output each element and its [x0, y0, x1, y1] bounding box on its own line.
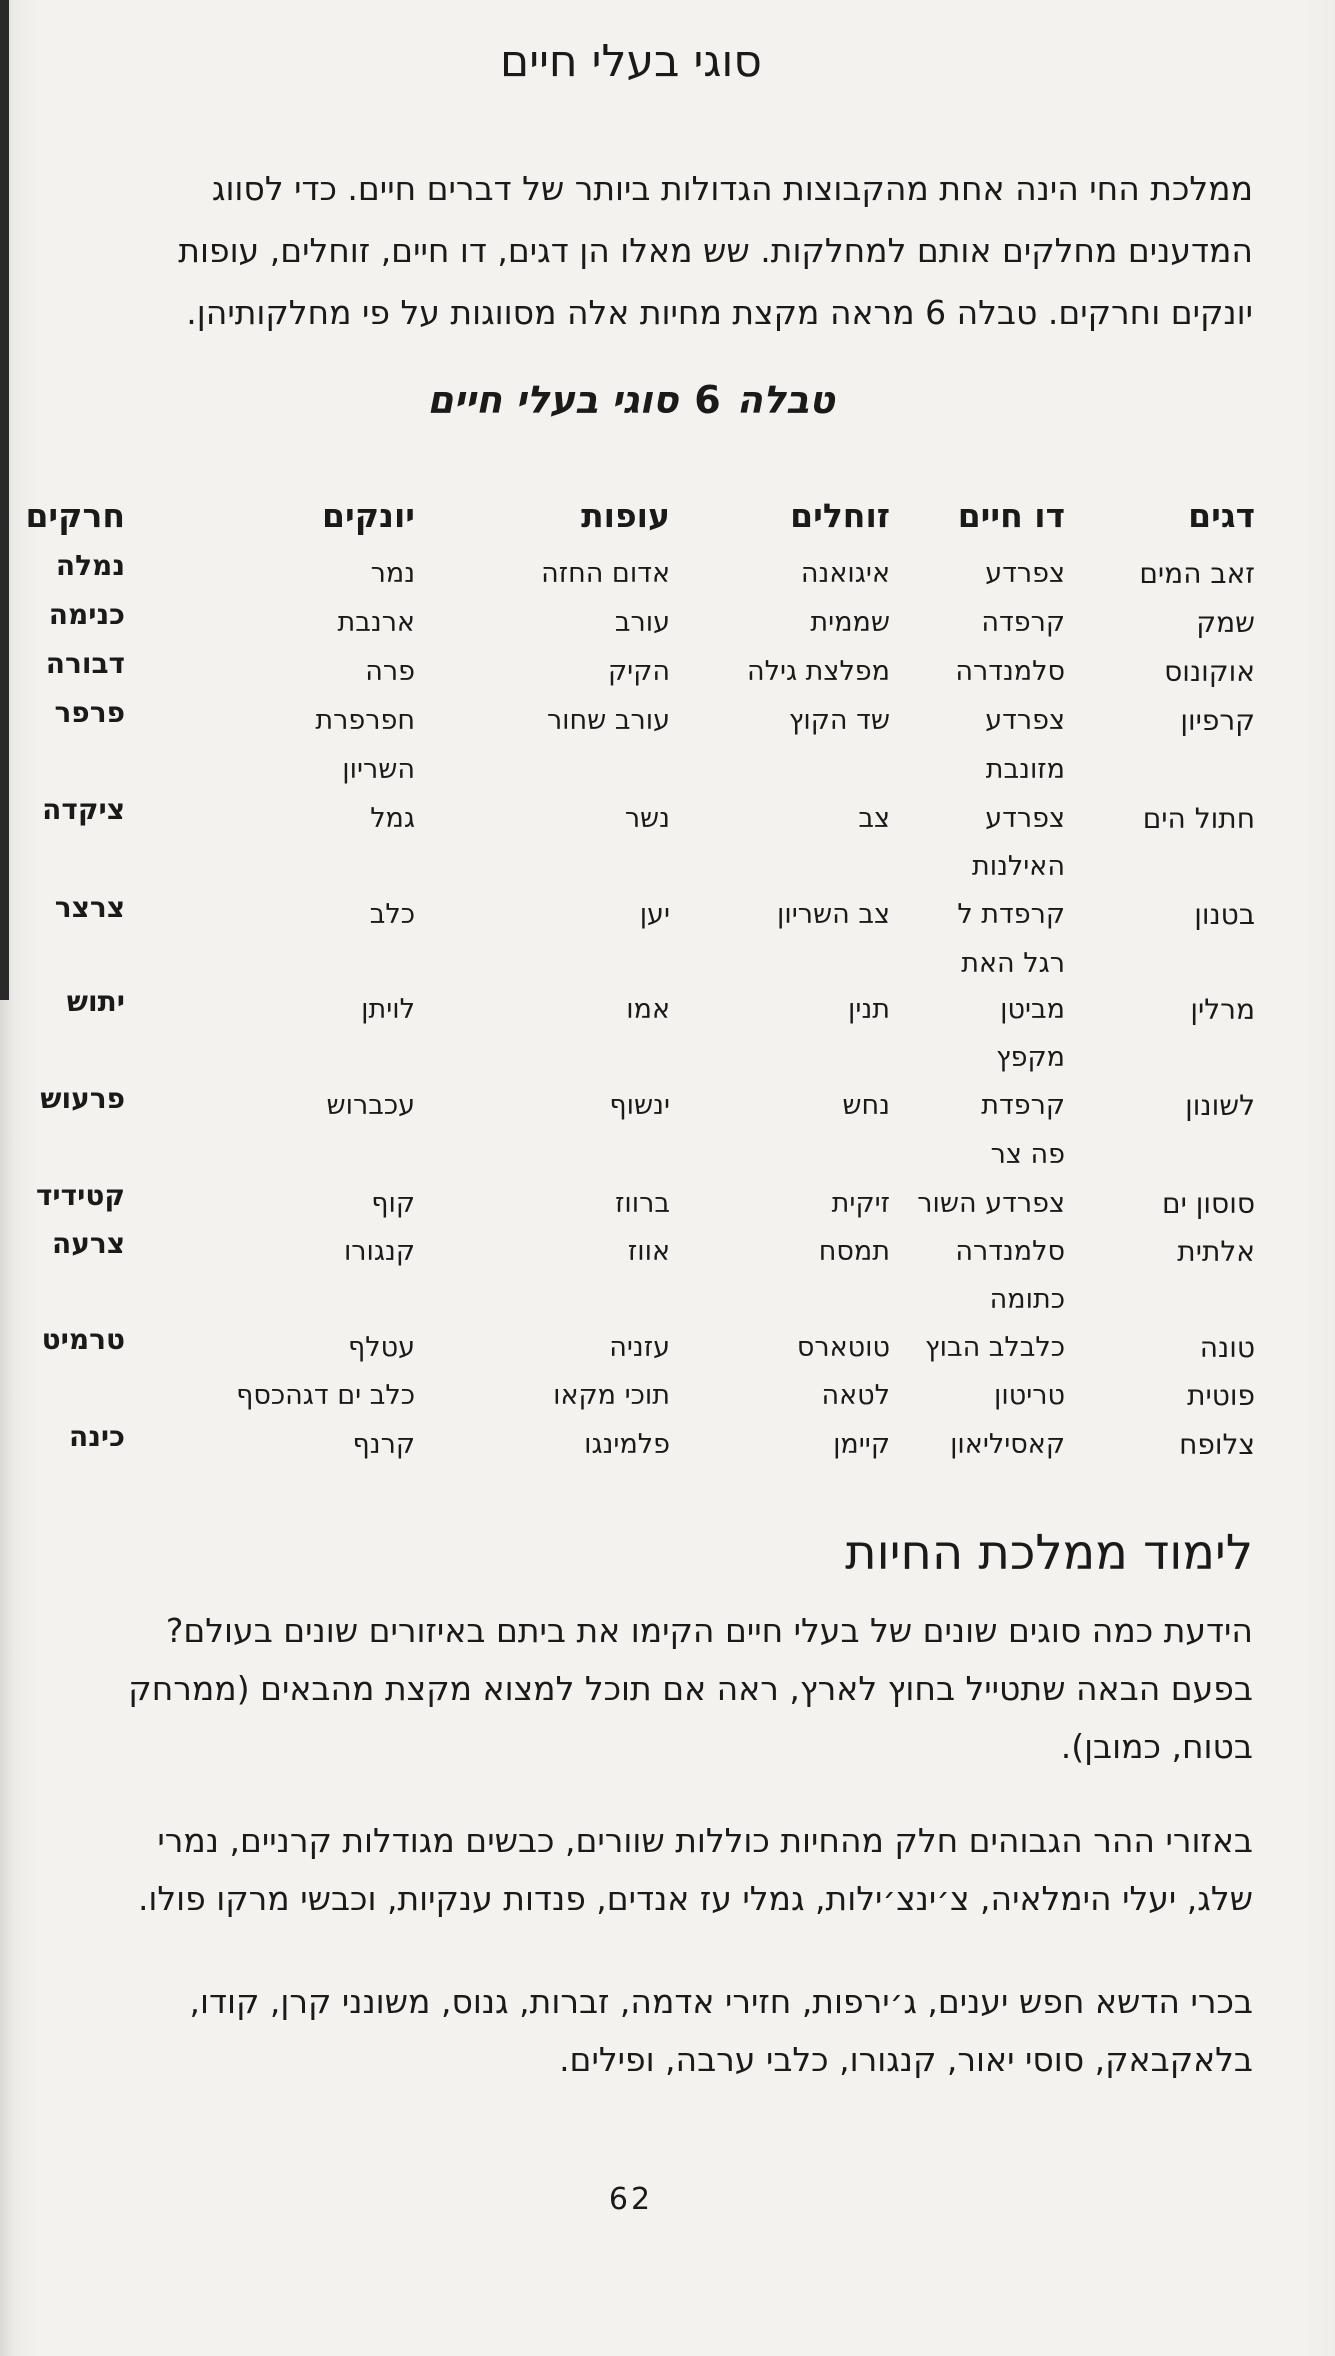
table-cell: קאסיליאון: [950, 1429, 1065, 1460]
table-cell: קטידיד: [35, 1179, 125, 1212]
table-cell: יתוש: [66, 985, 125, 1018]
paragraph-world-regions: [0, 1602, 1253, 1776]
table-cell: עזניה: [609, 1332, 670, 1363]
intro-line: יונקים וחרקים. טבלה 6 מראה מקצת מחיות אלה מסווגות על פי מחלקותיהן.: [186, 293, 1253, 332]
intro-paragraph: [13, 158, 1253, 344]
table-cell: טריטון: [993, 1380, 1065, 1411]
paragraph-grasslands: [0, 1973, 1253, 2089]
table-cell: צב השריון: [777, 899, 890, 930]
table-cell: צפרדע השור: [917, 1188, 1065, 1219]
paragraph-line: הידעת כמה סוגים שונים של בעלי חיים הקימו את ביתם באיזורים שונים בעולם?: [165, 1611, 1253, 1650]
table-cell: ברווז: [615, 1188, 670, 1219]
column-header: יונקים: [322, 496, 415, 535]
table-cell: קרפדת: [981, 1090, 1065, 1121]
intro-line: המדענים מחלקים אותם למחלקות. שש מאלו הן דגים, דו חיים, זוחלים, עופות: [178, 231, 1253, 270]
table-caption-label: טבלה: [736, 378, 835, 422]
table-cell: זאב המים: [1139, 557, 1255, 590]
table-cell: לשונון: [1185, 1089, 1255, 1122]
table-cell: צרעה: [51, 1227, 125, 1260]
table-column-birds: [410, 488, 670, 1488]
table-cell: סוסון ים: [1162, 1187, 1255, 1220]
table-caption-text: סוגי בעלי חיים: [427, 378, 679, 422]
table-cell: אמו: [626, 994, 670, 1025]
table-cell: תוכי מקאו: [553, 1380, 670, 1411]
table-cell: נמלה: [55, 549, 125, 582]
table-cell: קרפדת ל: [957, 899, 1065, 930]
table-cell: השריון: [342, 754, 415, 785]
section-title: לימוד ממלכת החיות: [845, 1525, 1253, 1581]
table-cell: צפרדע: [985, 558, 1065, 589]
table-cell: עורב: [614, 607, 670, 638]
table-cell: מביטן: [1000, 994, 1065, 1025]
table-cell: כתומה: [989, 1284, 1065, 1315]
table-cell: מקפץ: [996, 1042, 1065, 1073]
table-cell: מזונבת: [985, 754, 1065, 785]
table-cell: עטלף: [347, 1332, 415, 1363]
table-cell: צפרדע: [985, 705, 1065, 736]
table-cell: האילנות: [972, 851, 1065, 882]
table-cell: צלופח: [1179, 1428, 1255, 1461]
table-cell: קנגורו: [343, 1236, 415, 1267]
table-cell: צפרדע: [985, 803, 1065, 834]
table-cell: סלמנדרה: [955, 1236, 1065, 1267]
table-cell: כינה: [68, 1420, 125, 1453]
table-cell: פה צר: [990, 1139, 1065, 1170]
table-cell: בטנון: [1194, 898, 1255, 931]
table-cell: הקיק: [608, 656, 670, 687]
paragraph-line: בטוח, כמובן).: [1060, 1727, 1253, 1766]
table-cell: שד הקוץ: [788, 705, 890, 736]
table-cell: כלבלב הבוץ: [925, 1332, 1065, 1363]
table-cell: קרפיון: [1180, 704, 1255, 737]
table-cell: חפרפרת: [315, 705, 415, 736]
table-cell: פלמינגו: [584, 1429, 670, 1460]
table-cell: עכברוש: [326, 1090, 415, 1121]
paragraph-line: באזורי ההר הגבוהים חלק מהחיות כוללות שוורים, כבשים מגודלות קרניים, נמרי: [157, 1821, 1253, 1860]
table-cell: אדום החזה: [541, 558, 670, 589]
table-cell: גמל: [370, 803, 415, 834]
intro-line: ממלכת החי הינה אחת מהקבוצות הגדולות ביותר של דברים חיים. כדי לסווג: [211, 169, 1253, 208]
table-cell: לויתן: [361, 994, 415, 1025]
table-cell: תנין: [848, 994, 890, 1025]
table-cell: צרצר: [54, 891, 125, 924]
table-caption-number: 6: [694, 378, 721, 422]
table-cell: קוף: [371, 1188, 415, 1219]
table-cell: דבורה: [45, 647, 125, 680]
table-cell: עורב שחור: [546, 705, 670, 736]
table-cell: ינשוף: [609, 1090, 670, 1121]
table-cell: מרלין: [1190, 993, 1255, 1026]
table-cell: קרנף: [352, 1429, 415, 1460]
table-cell: איגואנה: [800, 558, 890, 589]
column-header: דגים: [1188, 496, 1255, 535]
table-cell: ציקדה: [42, 793, 125, 826]
table-cell: כלב ים דגהכסף: [236, 1380, 415, 1411]
table-cell: מפלצת גילה: [746, 656, 890, 687]
page-title: סוגי בעלי חיים: [500, 36, 762, 87]
table-cell: קיימן: [833, 1429, 890, 1460]
table-cell: סלמנדרה: [955, 656, 1065, 687]
table-cell: פוטית: [1187, 1379, 1255, 1412]
table-column-insects: [0, 488, 125, 1488]
table-cell: לטאה: [821, 1380, 890, 1411]
table-cell: קרפדה: [981, 607, 1065, 638]
column-header: עופות: [581, 496, 670, 535]
animal-classes-table: [0, 488, 1335, 1488]
column-header: דו חיים: [957, 496, 1065, 535]
table-cell: שמק: [1196, 606, 1255, 639]
table-cell: פרפר: [54, 696, 125, 729]
table-column-mammals: [155, 488, 415, 1488]
table-cell: כנימה: [48, 598, 125, 631]
paragraph-line: שלג, יעלי הימלאיה, צ׳ינצ׳ילות, גמלי עז אנדים, פנדות ענקיות, וכבשי מרקו פולו.: [137, 1879, 1253, 1918]
table-cell: נמר: [370, 558, 415, 589]
table-cell: יען: [639, 899, 670, 930]
table-cell: חתול הים: [1142, 802, 1255, 835]
paragraph-line: בפעם הבאה שתטייל בחוץ לארץ, ראה אם תוכל למצוא מקצת מהבאים (ממרחק: [128, 1669, 1253, 1708]
table-cell: אוקונוס: [1164, 655, 1255, 688]
paragraph-line: בלאקבאק, סוסי יאור, קנגורו, כלבי ערבה, ופילים.: [559, 2040, 1253, 2079]
table-cell: אווז: [627, 1236, 670, 1267]
table-cell: זיקית: [831, 1188, 890, 1219]
table-cell: רגל האת: [961, 948, 1065, 979]
column-header: זוחלים: [790, 496, 890, 535]
table-cell: טוטארס: [796, 1332, 890, 1363]
table-cell: פרה: [365, 656, 415, 687]
paragraph-line: בכרי הדשא חפש יענים, ג׳ירפות, חזירי אדמה, זברות, גנוס, משונני קרן, קודו,: [189, 1982, 1253, 2021]
page-number: 62: [608, 2182, 654, 2217]
table-cell: נחש: [842, 1090, 890, 1121]
table-cell: טרמיט: [41, 1323, 125, 1356]
table-cell: צב: [858, 803, 890, 834]
paragraph-mountains: [0, 1812, 1253, 1928]
table-cell: ארנבת: [337, 607, 415, 638]
table-cell: טונה: [1199, 1331, 1255, 1364]
table-cell: פרעוש: [40, 1082, 125, 1115]
column-header: חרקים: [25, 496, 125, 535]
table-cell: שממית: [810, 607, 890, 638]
table-cell: נשר: [624, 803, 670, 834]
table-caption: [0, 378, 1262, 422]
table-cell: תמסח: [818, 1236, 890, 1267]
table-cell: אלתית: [1177, 1235, 1255, 1268]
table-cell: כלב: [369, 899, 415, 930]
